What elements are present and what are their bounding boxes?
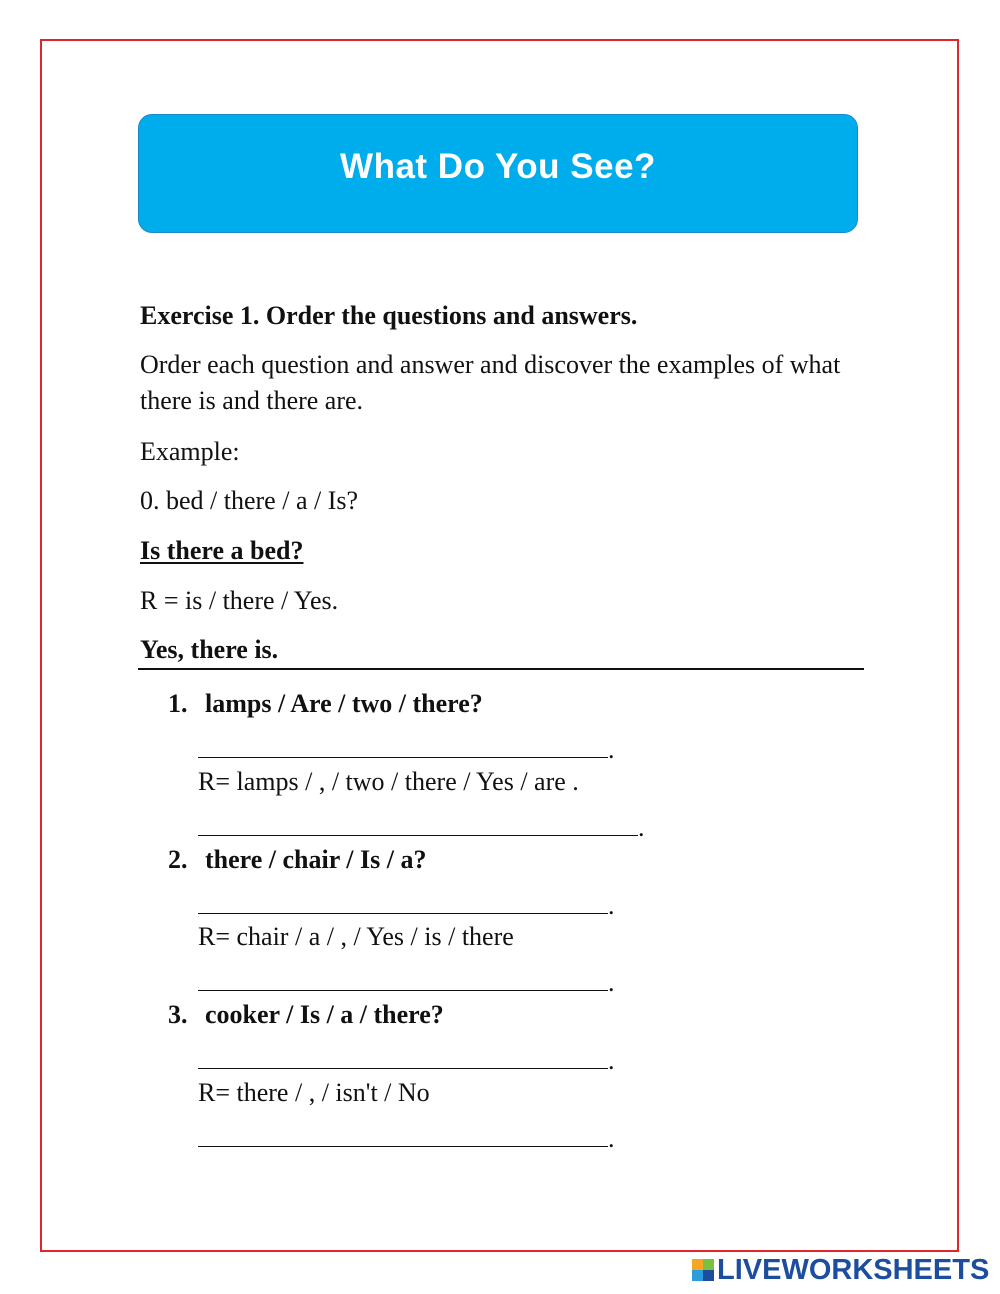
question-3-answer-period: . bbox=[608, 1046, 615, 1075]
liveworksheets-logo bbox=[692, 1253, 989, 1287]
question-1-hint: R= lamps / , / two / there / Yes / are . bbox=[198, 767, 579, 796]
question-1-reply-blank[interactable] bbox=[198, 835, 638, 836]
logo-text: LIVEWORKSHEETS bbox=[717, 1253, 990, 1286]
question-2-answer-period: . bbox=[608, 891, 615, 920]
question-2-hint: R= chair / a / , / Yes / is / there bbox=[198, 922, 514, 951]
question-3-text: cooker / Is / a / there? bbox=[205, 1000, 444, 1029]
question-2-reply-period: . bbox=[608, 968, 615, 997]
question-3-reply-period: . bbox=[608, 1124, 615, 1153]
question-1-answer-period: . bbox=[608, 735, 615, 764]
title-banner bbox=[138, 114, 858, 233]
question-3-reply-blank[interactable] bbox=[198, 1146, 608, 1147]
question-1-number: 1. bbox=[168, 689, 188, 718]
question-3-number: 3. bbox=[168, 1000, 188, 1029]
example-answer-reply: Yes, there is. bbox=[140, 635, 279, 664]
question-1-reply-period: . bbox=[638, 813, 645, 842]
exercise-heading: Exercise 1. Order the questions and answers. bbox=[140, 301, 638, 330]
question-3-hint: R= there / , / isn't / No bbox=[198, 1078, 430, 1107]
page-title: What Do You See? bbox=[340, 146, 656, 186]
liveworksheets-logo-icon bbox=[692, 1259, 714, 1281]
question-2-reply-blank[interactable] bbox=[198, 990, 608, 991]
example-divider bbox=[138, 668, 864, 670]
question-2-text: there / chair / Is / a? bbox=[205, 845, 427, 874]
example-question: 0. bed / there / a / Is? bbox=[140, 486, 359, 515]
question-2-answer-blank[interactable] bbox=[198, 913, 608, 914]
example-hint: R = is / there / Yes. bbox=[140, 586, 339, 615]
question-3-answer-blank[interactable] bbox=[198, 1068, 608, 1069]
question-1-answer-blank[interactable] bbox=[198, 757, 608, 758]
example-answer-question: Is there a bed? bbox=[140, 536, 304, 565]
example-label: Example: bbox=[140, 437, 240, 466]
exercise-instructions: Order each question and answer and discover the examples of what there is and there are. bbox=[140, 350, 841, 415]
question-2-number: 2. bbox=[168, 845, 188, 874]
question-1-text: lamps / Are / two / there? bbox=[205, 689, 483, 718]
